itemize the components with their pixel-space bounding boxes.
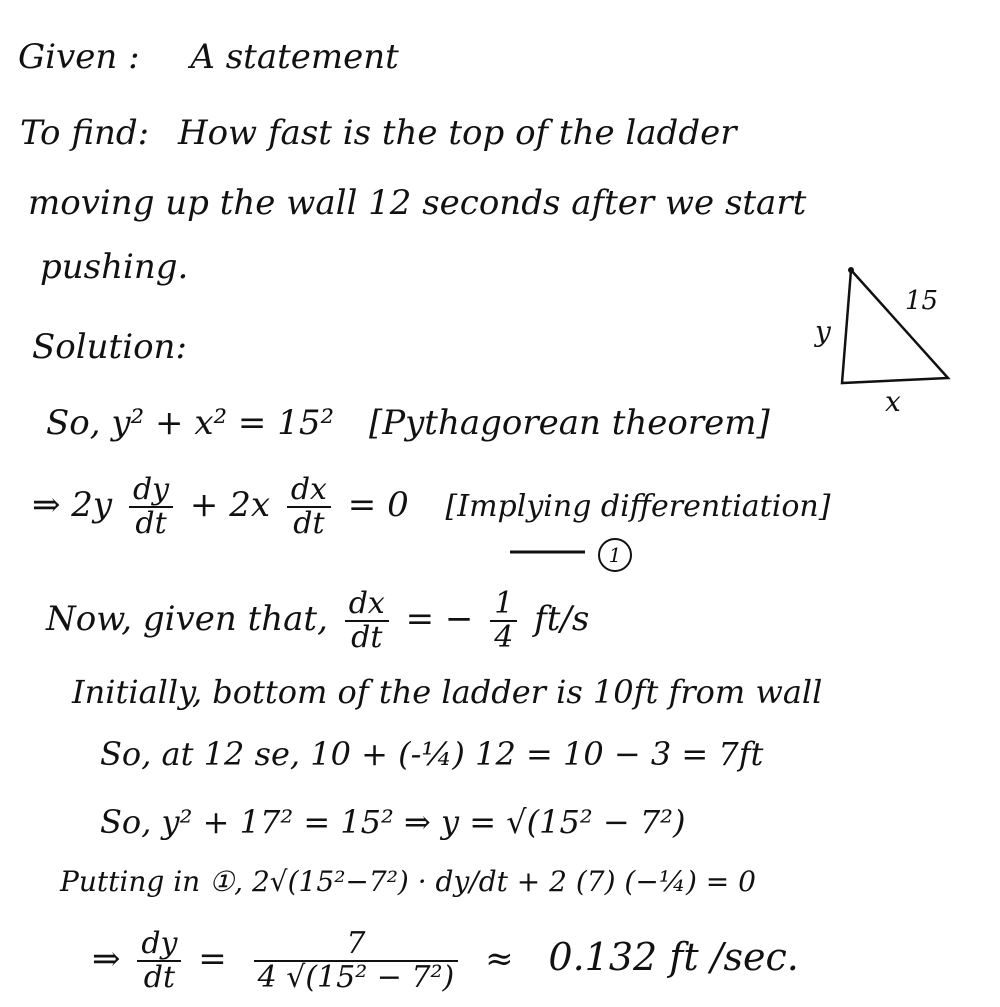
given-rate-value <box>490 588 517 653</box>
dx-dt-fraction <box>287 474 331 539</box>
equation-1-text: So, y² + x² = 15² <box>46 403 335 443</box>
equation-2-mid: + 2x <box>189 484 271 525</box>
frac-num: 7 <box>254 928 459 962</box>
frac-num: dy <box>129 474 173 508</box>
given-rate-eq: = − <box>405 598 474 639</box>
final-result: 0.132 ft /sec. <box>548 934 799 979</box>
final-implies: ⇒ <box>92 938 121 979</box>
frac-num: dx <box>287 474 331 508</box>
equation-2-note: [Implying differentiation] <box>445 488 831 524</box>
frac-den: 4 <box>494 619 514 655</box>
frac-num: dy <box>137 928 181 962</box>
final-dy-dt-fraction <box>137 928 181 993</box>
frac-den: dt <box>293 505 325 541</box>
to-find-text-1: How fast is the top of the ladder <box>177 113 737 153</box>
position-at-12s-line: So, at 12 se, 10 + (-¼) 12 = 10 − 3 = 7ft <box>100 735 764 773</box>
given-rate-unit: ft/s <box>534 598 590 639</box>
frac-den: dt <box>135 505 167 541</box>
frac-num: 1 <box>490 588 517 622</box>
given-rate-fraction <box>345 588 389 653</box>
final-eq: = <box>198 938 227 979</box>
given-text: A statement <box>190 37 399 77</box>
frac-den: dt <box>143 959 176 995</box>
equation-1 <box>46 403 770 443</box>
solution-label: Solution: <box>32 327 187 367</box>
frac-num: dx <box>345 588 389 622</box>
frac-den: dt <box>351 619 383 655</box>
equation-marker: 1 <box>598 538 632 572</box>
final-approx: ≈ <box>485 938 514 979</box>
equation-2-pre: ⇒ 2y <box>32 484 113 525</box>
dy-dt-fraction <box>129 474 173 539</box>
initial-position-line: Initially, bottom of the ladder is 10ft from wall <box>72 673 823 711</box>
equation-2-post: = 0 <box>347 484 409 525</box>
to-find-line-3: pushing. <box>40 247 189 287</box>
equation-3: So, y² + 17² = 15² ⇒ y = √(15² − 7²) <box>100 803 686 841</box>
equation-2 <box>32 474 830 539</box>
ladder-top-point <box>848 267 854 273</box>
substitution-line: Putting in ①, 2√(15²−7²) · dy/dt + 2 (7) (−¼) = 0 <box>60 865 756 898</box>
label-15: 15 <box>905 286 939 316</box>
final-rhs-fraction <box>254 928 459 993</box>
final-line <box>92 928 799 993</box>
given-rate-line <box>46 588 589 653</box>
frac-den: 4 √(15² − 7²) <box>257 959 455 995</box>
label-y: y <box>815 315 831 348</box>
to-find-line-2: moving up the wall 12 seconds after we start <box>28 183 807 223</box>
given-label: Given : <box>18 37 140 77</box>
given-rate-pre: Now, given that, <box>46 598 328 639</box>
equation-1-note: [Pythagorean theorem] <box>368 403 770 443</box>
to-find-label: To find: <box>20 113 150 153</box>
label-x: x <box>885 385 901 418</box>
